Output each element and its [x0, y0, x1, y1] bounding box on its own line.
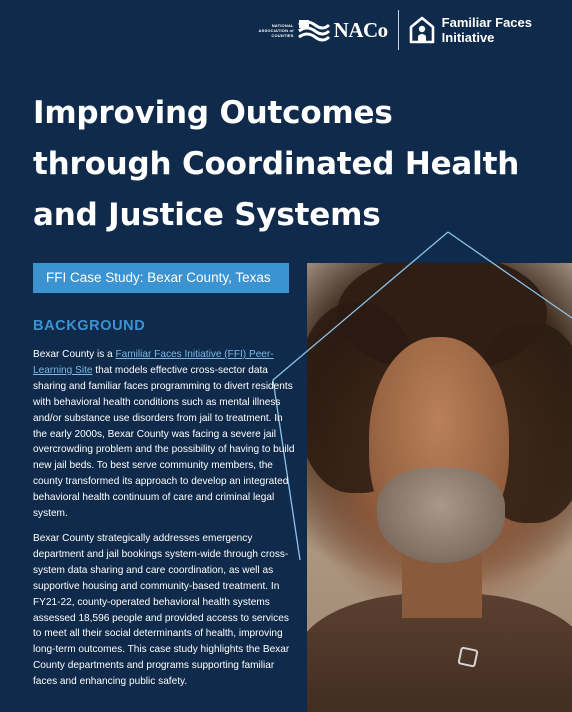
- naco-wordmark: NACo: [333, 17, 388, 42]
- background-paragraph-2: Bexar County strategically addresses emergency department and jail bookings system-wide through cross-system data sharing and care coordination, as well as supportive housing and community-based treatment. In FY21-22, county-operated behavioral health systems assessed 18,596 people and provided access to services to meet all their social determinants of health, improving long-term outcomes. This case study highlights the Bexar County departments and programs supporting familiar faces and enhancing public safety.: [33, 533, 290, 688]
- title-line-1: Improving Outcomes: [33, 95, 393, 131]
- background-paragraph-1: [33, 347, 295, 522]
- ffi-peer-learning-link[interactable]: Familiar Faces Initiative (FFI) Peer-Learning Site: [33, 349, 274, 376]
- background-heading: BACKGROUND: [33, 318, 146, 334]
- paragraph-1-intro: Bexar County is a: [33, 349, 116, 360]
- title-line-2: through Coordinated Health: [33, 146, 520, 182]
- title-line-3: and Justice Systems: [33, 197, 381, 233]
- naco-small-text: NATIONAL ASSOCIATION of COUNTIES: [258, 22, 294, 38]
- ffi-wordmark-line2: Initiative: [441, 30, 495, 45]
- paragraph-1-body: that models effective cross-sector data sharing and familiar faces programming to divert residents with behavioral health conditions such as mental illness and/or substance use disorders from jail to treatment. In the early 2000s, Bexar County was facing a severe jail overcrowding problem and the possibility of having to build new jail beds. To best serve community members, the county transformed its approach to develop an integrated behavioral health continuum of care and criminal legal system.: [33, 364, 295, 520]
- ffi-wordmark-line1: Familiar Faces: [441, 15, 532, 30]
- case-study-tag: FFI Case Study: Bexar County, Texas: [33, 263, 289, 293]
